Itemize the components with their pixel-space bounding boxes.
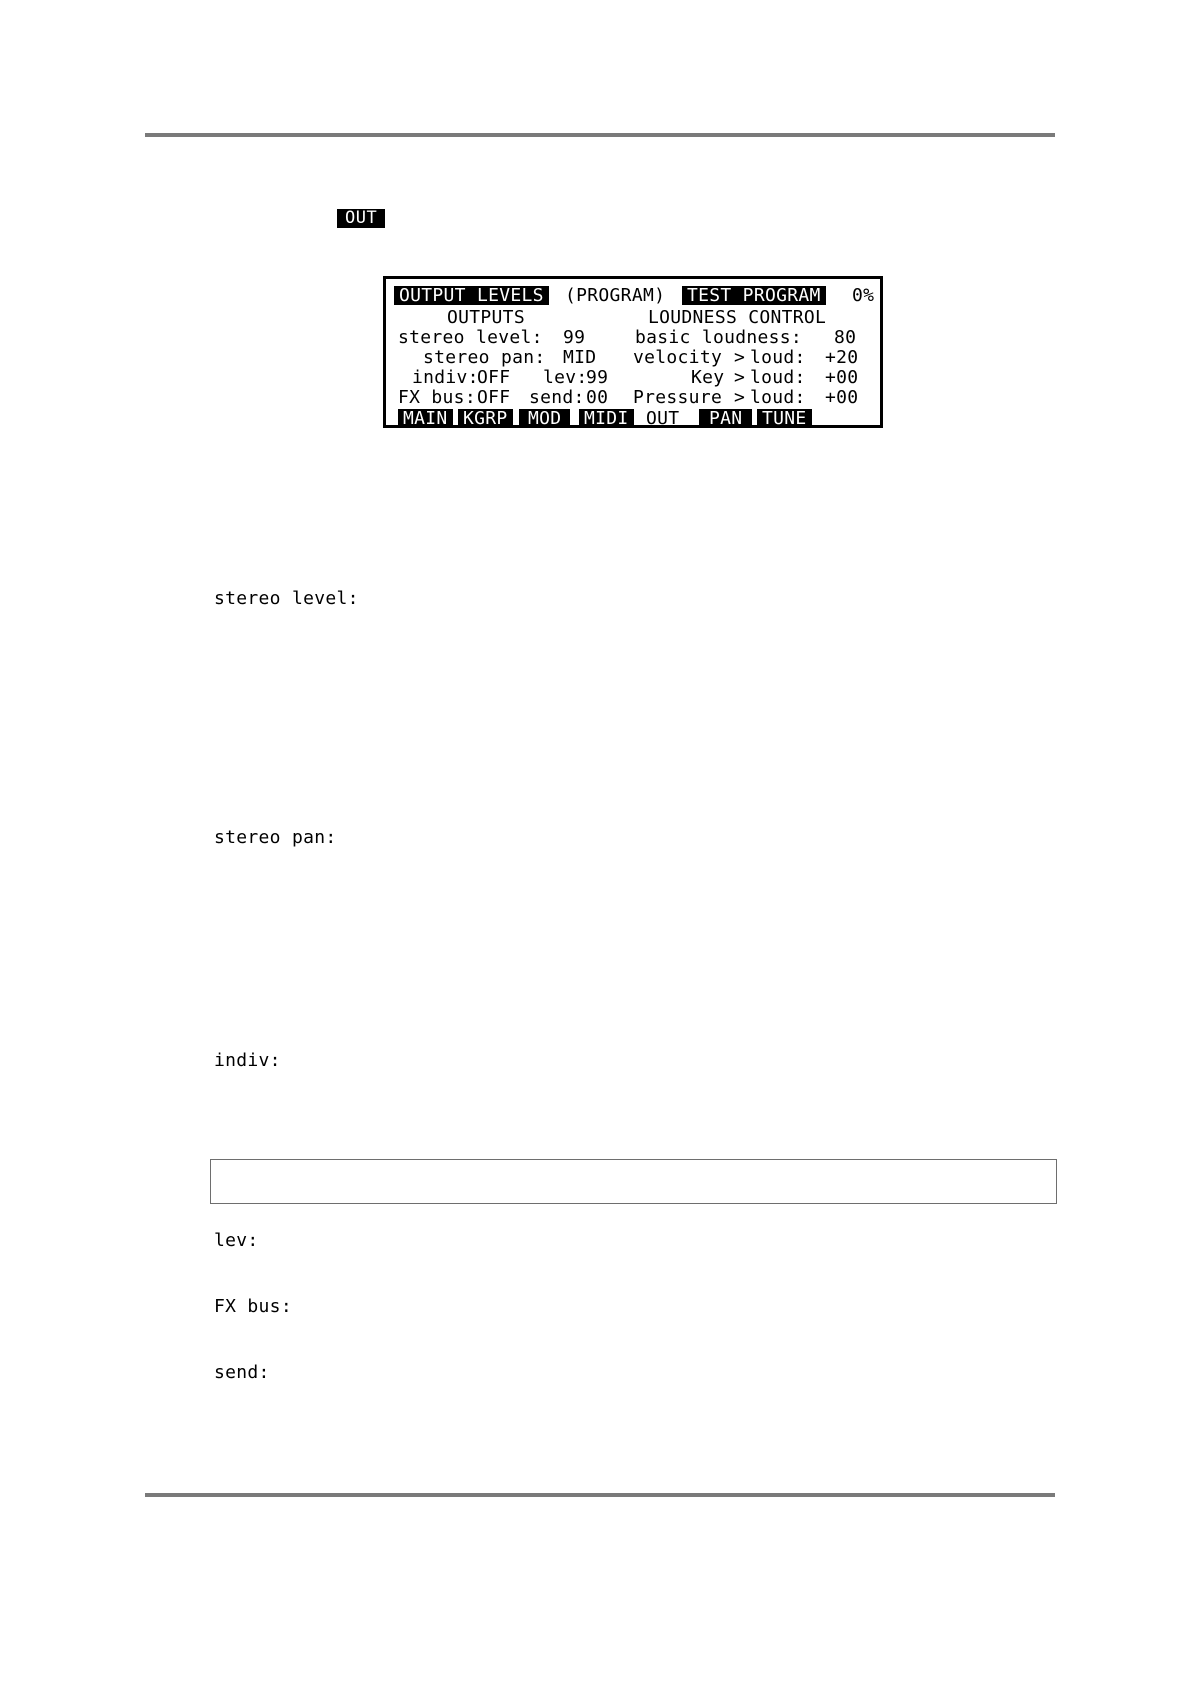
lcd-memory-free: 0% [852, 285, 875, 306]
tab-midi[interactable]: MIDI [579, 409, 634, 428]
pressure-loud-label: loud: [750, 387, 806, 408]
footer-rule [145, 1493, 1055, 1497]
lev-label: lev: [543, 367, 588, 388]
basic-loudness-value[interactable]: 80 [834, 327, 857, 348]
tab-mod[interactable]: MOD [519, 409, 570, 428]
param-lev: lev: [214, 1230, 259, 1251]
pressure-label: Pressure [633, 387, 723, 408]
lev-value[interactable]: 99 [586, 367, 609, 388]
arrow-right-icon: > [734, 387, 746, 408]
param-stereo-level: stereo level: [214, 588, 359, 609]
outputs-heading: OUTPUTS [447, 307, 525, 328]
lcd-screen [383, 276, 883, 428]
arrow-right-icon: > [734, 367, 746, 388]
stereo-level-label: stereo level: [398, 327, 543, 348]
tab-out[interactable]: OUT [646, 408, 680, 429]
arrow-right-icon: > [734, 347, 746, 368]
key-loud-value[interactable]: +00 [825, 367, 859, 388]
header-rule [145, 133, 1055, 137]
param-send: send: [214, 1362, 270, 1383]
key-loud-label: loud: [750, 367, 806, 388]
lcd-title: OUTPUT LEVELS [394, 286, 549, 305]
tab-pan[interactable]: PAN [699, 409, 752, 428]
indiv-label: indiv: [412, 367, 479, 388]
fx-bus-value[interactable]: OFF [477, 387, 511, 408]
stereo-pan-label: stereo pan: [423, 347, 546, 368]
send-label: send: [529, 387, 585, 408]
pressure-loud-value[interactable]: +00 [825, 387, 859, 408]
stereo-pan-value[interactable]: MID [563, 347, 597, 368]
indiv-value[interactable]: OFF [477, 367, 511, 388]
basic-loudness-label: basic loudness: [635, 327, 803, 348]
out-key-button[interactable]: OUT [337, 209, 385, 228]
velocity-loud-label: loud: [750, 347, 806, 368]
lcd-mode: (PROGRAM) [565, 285, 666, 306]
tab-main[interactable]: MAIN [398, 409, 453, 428]
param-stereo-pan: stereo pan: [214, 827, 337, 848]
velocity-label: velocity [633, 347, 723, 368]
tab-tune[interactable]: TUNE [757, 409, 812, 428]
tab-kgrp[interactable]: KGRP [458, 409, 513, 428]
send-value[interactable]: 00 [586, 387, 609, 408]
velocity-loud-value[interactable]: +20 [825, 347, 859, 368]
lcd-program-name: TEST PROGRAM [682, 286, 826, 305]
param-indiv: indiv: [214, 1050, 281, 1071]
loudness-heading: LOUDNESS CONTROL [648, 307, 827, 328]
fx-bus-label: FX bus: [398, 387, 476, 408]
param-fx-bus: FX bus: [214, 1296, 292, 1317]
key-label: Key [691, 367, 725, 388]
stereo-level-value[interactable]: 99 [563, 327, 586, 348]
note-box [210, 1159, 1057, 1204]
